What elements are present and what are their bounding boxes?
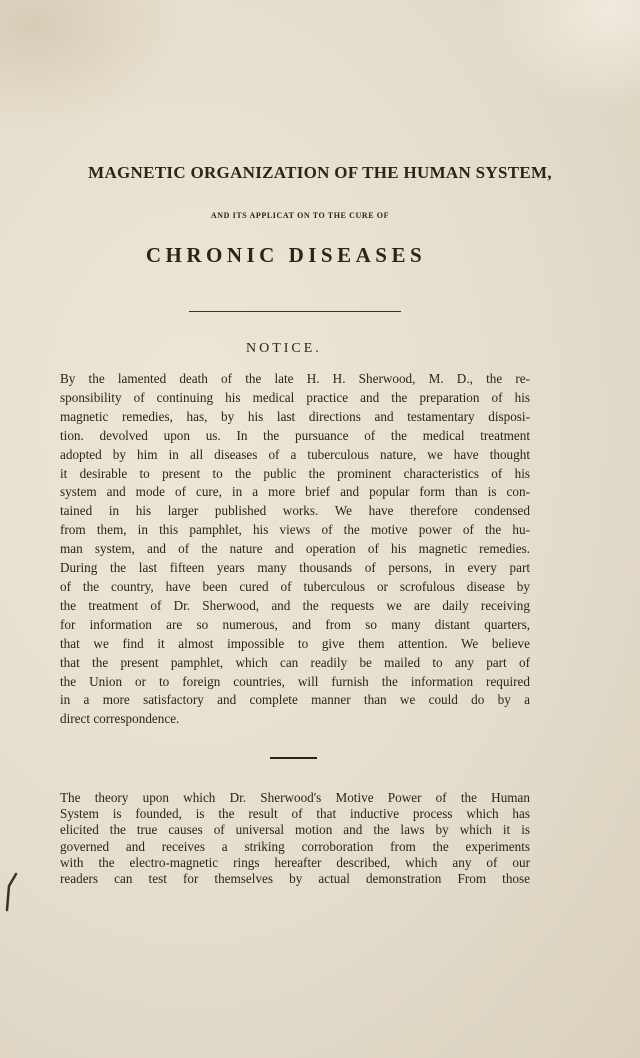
text-line: in a more satisfactory and complete manner than we could do by a xyxy=(60,692,530,708)
text-line: it desirable to present to the public the prominent characteristics of his xyxy=(60,465,530,481)
main-title: MAGNETIC ORGANIZATION OF THE HUMAN SYSTEM, xyxy=(88,163,552,182)
horizontal-rule xyxy=(189,311,401,312)
text-line: man system, and of the nature and operation of his magnetic remedies. xyxy=(60,541,530,557)
text-line: with the electro-magnetic rings hereafter described, which any of our xyxy=(60,854,530,870)
text-line: During the last fifteen years many thousands of persons, in every part xyxy=(60,560,530,576)
section-divider xyxy=(270,757,317,759)
theory-paragraph xyxy=(60,790,530,887)
text-line: adopted by him in all diseases of a tuberculous nature, we have thought xyxy=(60,446,530,462)
notice-heading: NOTICE. xyxy=(246,341,322,356)
text-line: the treatment of Dr. Sherwood, and the requests we are daily receiving xyxy=(60,597,530,613)
text-line: system and mode of cure, in a more brief and popular form than is con- xyxy=(60,484,530,500)
text-line: magnetic remedies, has, by his last directions and testamentary disposi- xyxy=(60,408,530,424)
text-line: readers can test for themselves by actual demonstration From those xyxy=(60,871,530,887)
margin-pencil-mark xyxy=(4,872,18,912)
text-line: tained in his larger published works. We have therefore condensed xyxy=(60,503,530,519)
text-line: of the country, have been cured of tuberculous or scrofulous disease by xyxy=(60,578,530,594)
notice-paragraph xyxy=(60,370,530,729)
subtitle: AND ITS APPLICAT ON TO THE CURE OF xyxy=(210,211,390,220)
text-line: sponsibility of continuing his medical practice and the preparation of his xyxy=(60,389,530,405)
text-line: tion. devolved upon us. In the pursuance of the medical treatment xyxy=(60,427,530,443)
text-line: System is founded, is the result of that inductive process which has xyxy=(60,806,530,822)
text-line: elicited the true causes of universal motion and the laws by which it is xyxy=(60,822,530,838)
text-line: that we find it almost impossible to give them attention. We believe xyxy=(60,635,530,651)
paper-stain xyxy=(0,0,180,130)
text-line: direct correspondence. xyxy=(60,711,180,727)
text-line: The theory upon which Dr. Sherwood's Motive Power of the Human xyxy=(60,790,530,805)
text-line: that the present pamphlet, which can readily be mailed to any part of xyxy=(60,654,530,670)
chronic-diseases-title: CHRONIC DISEASES xyxy=(145,243,427,267)
text-line: from them, in this pamphlet, his views of the motive power of the hu- xyxy=(60,522,530,538)
text-line: By the lamented death of the late H. H. Sherwood, M. D., the re- xyxy=(60,371,530,386)
text-line: governed and receives a striking corroboration from the experiments xyxy=(60,838,530,854)
text-line: for information are so numerous, and from so many distant quarters, xyxy=(60,616,530,632)
paper-stain xyxy=(490,0,640,110)
text-line: the Union or to foreign countries, will furnish the information required xyxy=(60,673,530,689)
